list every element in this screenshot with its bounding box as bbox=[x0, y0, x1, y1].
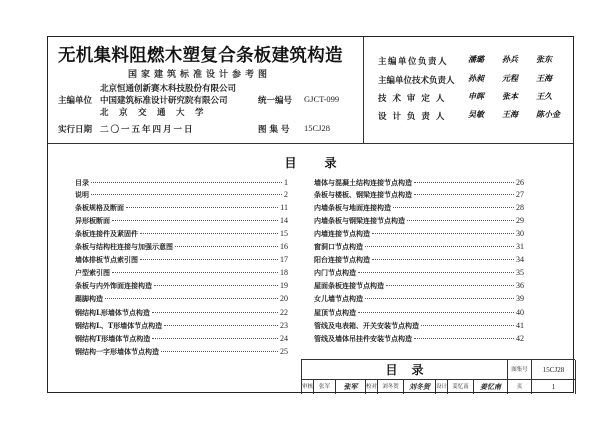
signature: 王海 bbox=[502, 110, 518, 119]
check-label: 校对 bbox=[366, 380, 378, 394]
toc-entry[interactable]: 目录 1 bbox=[75, 178, 288, 187]
toc-entry[interactable]: 户型索引图 18 bbox=[75, 268, 288, 277]
toc-entry[interactable]: 踢脚构造 20 bbox=[75, 294, 288, 303]
signature: 孙兵 bbox=[502, 55, 518, 64]
page-label: 页 bbox=[508, 380, 532, 394]
unified-no-label: 统一编号 bbox=[258, 96, 293, 106]
toc-entry[interactable]: 女儿墙节点构造 39 bbox=[314, 294, 524, 303]
designer-name: 姜忆南 bbox=[448, 380, 474, 394]
resp-row-design-lead bbox=[378, 110, 446, 122]
toc-entry[interactable]: 条板连接件及紧固件 15 bbox=[75, 229, 288, 238]
toc-entry[interactable]: 阳台连接节点构造 34 bbox=[314, 255, 524, 264]
checker-name: 刘冬贺 bbox=[378, 380, 404, 394]
design-label: 设计 bbox=[436, 380, 448, 394]
cover-header bbox=[48, 37, 364, 144]
toc-entry[interactable]: 屋顶节点构造 40 bbox=[314, 308, 524, 317]
date-label: 实行日期 bbox=[58, 125, 93, 135]
atlas-no-label: 图集号 bbox=[508, 360, 532, 380]
toc-entry[interactable]: 钢结构T形墙体节点构造 24 bbox=[75, 334, 288, 343]
editor-1: 北京恒通创新赛木科技股份有限公司 bbox=[100, 84, 237, 94]
atlas-no: 15CJ28 bbox=[304, 123, 330, 133]
toc-entry[interactable]: 条板与楼板、钢梁连接节点构造 27 bbox=[314, 190, 524, 199]
toc-entry[interactable]: 说明 2 bbox=[75, 190, 288, 199]
toc-entry[interactable]: 内墙连接节点构造 30 bbox=[314, 229, 524, 238]
toc-entry[interactable]: 异形板断面 14 bbox=[75, 216, 288, 225]
page-number: 1 bbox=[532, 380, 576, 394]
sheet-name: 目录 bbox=[302, 360, 508, 380]
resp-row-chief-unit bbox=[378, 55, 448, 67]
reviewer-signature: 张军 bbox=[336, 380, 366, 394]
resp-role: 设 计 负 责 人 bbox=[378, 112, 446, 122]
resp-role: 主编单位技术负责人 bbox=[378, 76, 455, 86]
signature: 张东 bbox=[536, 55, 552, 64]
toc-entry[interactable]: 条板与内外饰面连接构造 19 bbox=[75, 281, 288, 290]
signature: 张本 bbox=[502, 92, 518, 101]
responsibility-panel bbox=[364, 37, 573, 144]
drawing-title-block bbox=[301, 359, 575, 394]
editor-label: 主编单位 bbox=[58, 96, 93, 106]
signature: 王久 bbox=[536, 92, 552, 101]
signature: 孙昶 bbox=[468, 74, 484, 83]
editor-3: 北 京 交 通 大 学 bbox=[100, 108, 205, 118]
resp-row-tech-chief bbox=[378, 74, 455, 86]
atlas-title: 无机集料阻燃木塑复合条板建筑构造 bbox=[58, 46, 343, 66]
signature: 王海 bbox=[536, 74, 552, 83]
toc-entry[interactable]: 钢结构一字形墙体节点构造 25 bbox=[75, 347, 288, 356]
toc-entry[interactable]: 钢结构L形墙体节点构造 22 bbox=[75, 308, 288, 317]
toc-entry[interactable]: 管线及墙体吊挂件安装节点构造 42 bbox=[314, 334, 524, 343]
drawing-frame bbox=[47, 36, 574, 393]
designer-signature: 姜忆南 bbox=[474, 380, 508, 394]
atlas-no: 15CJ28 bbox=[532, 360, 576, 380]
effective-date: 二〇一五年四月一日 bbox=[100, 125, 195, 135]
atlas-no-label: 图 集 号 bbox=[258, 125, 290, 135]
toc-entry[interactable]: 屋面条板连接节点构造 36 bbox=[314, 281, 524, 290]
toc-entry[interactable]: 钢结构L、T形墙体节点构造 23 bbox=[75, 321, 288, 330]
resp-role: 技 术 审 定 人 bbox=[378, 94, 446, 104]
review-label: 审核 bbox=[302, 380, 314, 394]
signature: 潘璐 bbox=[468, 55, 484, 64]
toc-entry[interactable]: 条板规格及断面 11 bbox=[75, 203, 288, 212]
resp-role: 主编单位负责人 bbox=[378, 57, 449, 67]
toc-entry[interactable]: 窗洞口节点构造 31 bbox=[314, 242, 524, 251]
resp-row-tech-reviewer bbox=[378, 92, 446, 104]
toc-entry[interactable]: 墙体排板节点索引图 17 bbox=[75, 255, 288, 264]
signature: 陈小金 bbox=[536, 110, 560, 119]
toc-entry[interactable]: 内墙条板与钢梁连接节点构造 29 bbox=[314, 216, 524, 225]
toc-entry[interactable]: 管线及电表箱、开关安装节点构造 41 bbox=[314, 321, 524, 330]
signature: 申晖 bbox=[468, 92, 484, 101]
toc-entry[interactable]: 条板与结构柱连接与加强示意图 16 bbox=[75, 242, 288, 251]
unified-no: GJCT-099 bbox=[304, 94, 340, 104]
checker-signature: 刘冬贺 bbox=[404, 380, 436, 394]
reviewer-name: 张军 bbox=[314, 380, 336, 394]
toc-entry[interactable]: 内墙条板与地面连接构造 28 bbox=[314, 203, 524, 212]
toc-heading: 目录 bbox=[284, 156, 365, 170]
atlas-subtitle: 国家建筑标准设计参考图 bbox=[128, 70, 272, 80]
signature: 元程 bbox=[502, 74, 518, 83]
toc-entry[interactable]: 内门节点构造 35 bbox=[314, 268, 524, 277]
toc-entry[interactable]: 墙体与混凝土结构连接节点构造 26 bbox=[314, 178, 524, 187]
signature: 吴敏 bbox=[468, 110, 484, 119]
editor-2: 中国建筑标准设计研究院有限公司 bbox=[100, 96, 228, 106]
